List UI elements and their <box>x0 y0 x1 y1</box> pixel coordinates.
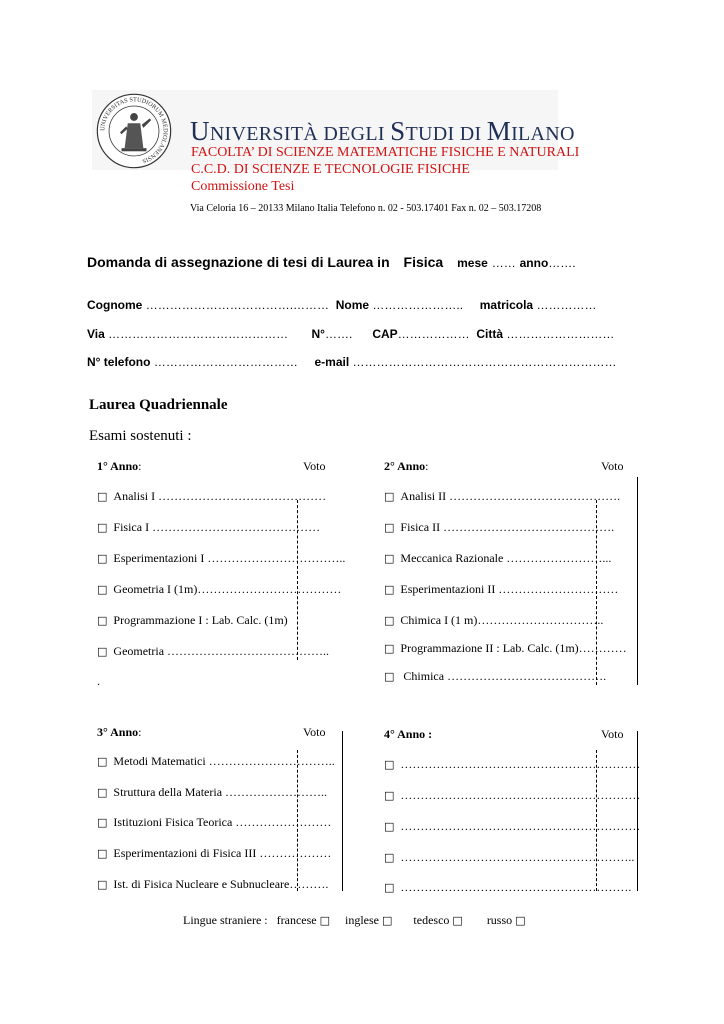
exam-row[interactable]: □ …………………………………………………… <box>384 757 641 771</box>
checkbox-icon: □ <box>384 758 395 771</box>
checkbox-icon: □ <box>384 552 395 565</box>
ccd-line: C.C.D. DI SCIENZE E TECNOLOGIE FISICHE <box>191 162 470 177</box>
year1-trailing-dot: . <box>97 674 100 688</box>
checkbox-icon: □ <box>384 881 395 894</box>
telefono-field[interactable]: ……………………………… <box>153 355 298 369</box>
checkbox-icon: □ <box>97 490 108 503</box>
language-option-tedesco[interactable]: tedesco □ <box>413 913 463 927</box>
anno-field[interactable]: ……. <box>548 256 576 270</box>
personal-row-3: N° telefono ……………………………… e-mail ………………………………………………………… <box>87 355 617 369</box>
year3-label: 3° Anno: <box>97 725 142 739</box>
year2-border <box>637 477 638 685</box>
cap-field[interactable]: ……………… <box>397 327 470 341</box>
year3-voto-label: Voto <box>303 725 326 739</box>
cognome-field[interactable]: ……………………………….……… <box>145 298 330 312</box>
exam-row[interactable]: □ Esperimentazioni I …………………………….. <box>97 551 346 565</box>
checkbox-icon: □ <box>384 820 395 833</box>
checkbox-icon: □ <box>384 789 395 802</box>
checkbox-icon: □ <box>384 614 395 627</box>
via-field[interactable]: ……………………………………… <box>108 327 289 341</box>
year2-label: 2° Anno: <box>384 459 429 473</box>
checkbox-icon: □ <box>384 490 395 503</box>
exam-row[interactable]: □ Geometria ………………………………….. <box>97 644 330 658</box>
year3-border <box>342 731 343 891</box>
checkbox-icon: □ <box>97 614 108 627</box>
form-title: Domanda di assegnazione di tesi di Laurea in Fisica mese …… anno……. <box>87 254 576 270</box>
exam-row[interactable]: □ Programmazione II : Lab. Calc. (1m)………… <box>384 641 627 655</box>
address-line: Via Celoria 16 – 20133 Milano Italia Telefono n. 02 - 503.17401 Fax n. 02 – 503.17208 <box>190 203 542 214</box>
checkbox-icon: □ <box>384 642 395 655</box>
checkbox-icon: □ <box>97 552 108 565</box>
exam-row[interactable]: □ Esperimentazioni II ………………………… <box>384 582 619 596</box>
checkbox-icon: □ <box>97 645 108 658</box>
degree-title: Laurea Quadriennale <box>89 397 228 413</box>
checkbox-icon: □ <box>384 521 395 534</box>
checkbox-icon: □ <box>97 847 108 860</box>
exams-title: Esami sostenuti : <box>89 428 192 444</box>
exam-row[interactable]: □ …………………………………………………… <box>384 819 641 833</box>
year4-label: 4° Anno : <box>384 727 433 741</box>
exam-row[interactable]: □ Fisica I …………………………………… <box>97 520 321 534</box>
language-option-francese[interactable]: francese □ <box>276 913 331 927</box>
seal-text: UNIVERSITAS STUDIORUM MEDIOLANENSIS <box>99 96 169 165</box>
languages-label: Lingue straniere : <box>183 913 268 927</box>
exam-row[interactable]: □ Chimica …………………………………. <box>384 669 607 683</box>
exam-row[interactable]: □ Metodi Matematici ………………………….. <box>97 754 335 768</box>
checkbox-icon: □ <box>384 851 395 864</box>
nome-field[interactable]: ………………….. <box>372 298 464 312</box>
exam-row[interactable]: □ Chimica I (1 m)………………………….. <box>384 613 604 627</box>
personal-row-1: Cognome ……………………………….……… Nome ………………….. matricola …………… <box>87 298 597 312</box>
year1-voto-label: Voto <box>303 459 326 473</box>
exam-row[interactable]: □ ………………………………………………….. <box>384 850 635 864</box>
exam-row[interactable]: □ Esperimentazioni di Fisica III ……………… <box>97 846 332 860</box>
checkbox-icon: □ <box>452 914 463 927</box>
email-field[interactable]: ………………………………………………………… <box>352 355 617 369</box>
year4-voto-label: Voto <box>601 727 624 741</box>
year2-voto-label: Voto <box>601 459 624 473</box>
exam-row[interactable]: □ Programmazione I : Lab. Calc. (1m) <box>97 613 288 627</box>
exam-row[interactable]: □ …………………………………………………… <box>384 788 641 802</box>
checkbox-icon: □ <box>97 878 108 891</box>
numero-field[interactable]: ……. <box>324 327 353 341</box>
exam-row[interactable]: □ …………………………………………………. <box>384 880 632 894</box>
language-option-russo[interactable]: russo □ <box>486 913 526 927</box>
exam-row[interactable]: □ Struttura della Materia …………………….. <box>97 785 328 799</box>
checkbox-icon: □ <box>97 755 108 768</box>
exam-row[interactable]: □ Ist. di Fisica Nucleare e Subnucleare………. <box>97 877 329 891</box>
language-option-inglese[interactable]: inglese □ <box>345 913 393 927</box>
year4-border <box>637 731 638 891</box>
languages-row <box>183 913 532 928</box>
subject-label: Fisica <box>403 254 444 270</box>
checkbox-icon: □ <box>97 583 108 596</box>
exam-row[interactable]: □ Analisi II ……………………………………. <box>384 489 621 503</box>
checkbox-icon: □ <box>97 786 108 799</box>
checkbox-icon: □ <box>97 816 108 829</box>
exam-row[interactable]: □ Istituzioni Fisica Teorica …………………… <box>97 815 332 829</box>
checkbox-icon: □ <box>515 914 526 927</box>
mese-field[interactable]: …… <box>491 256 516 270</box>
university-seal-icon <box>95 92 173 170</box>
checkbox-icon: □ <box>97 521 108 534</box>
citta-field[interactable]: ……………………… <box>506 327 615 341</box>
checkbox-icon: □ <box>384 583 395 596</box>
personal-row-2: Via ……………………………………… N°……. CAP……………… Città ……………………… <box>87 327 615 341</box>
year1-label: 1° Anno: <box>97 459 142 473</box>
checkbox-icon: □ <box>384 670 395 683</box>
checkbox-icon: □ <box>382 914 393 927</box>
commission-line: Commissione Tesi <box>191 179 295 194</box>
university-name: UNIVERSITÀ DEGLI STUDI DI MILANO <box>190 116 575 146</box>
matricola-field[interactable]: …………… <box>536 298 597 312</box>
faculty-line: FACOLTA’ DI SCIENZE MATEMATICHE FISICHE E NATURALI <box>191 145 580 160</box>
exam-row[interactable]: □ Meccanica Razionale ……………………... <box>384 551 612 565</box>
exam-row[interactable]: □ Fisica II ……………………………………. <box>384 520 615 534</box>
checkbox-icon: □ <box>319 914 331 927</box>
exam-row[interactable]: □ Geometria I (1m)……………………………… <box>97 582 342 596</box>
exam-row[interactable]: □ Analisi I …………………………………… <box>97 489 327 503</box>
